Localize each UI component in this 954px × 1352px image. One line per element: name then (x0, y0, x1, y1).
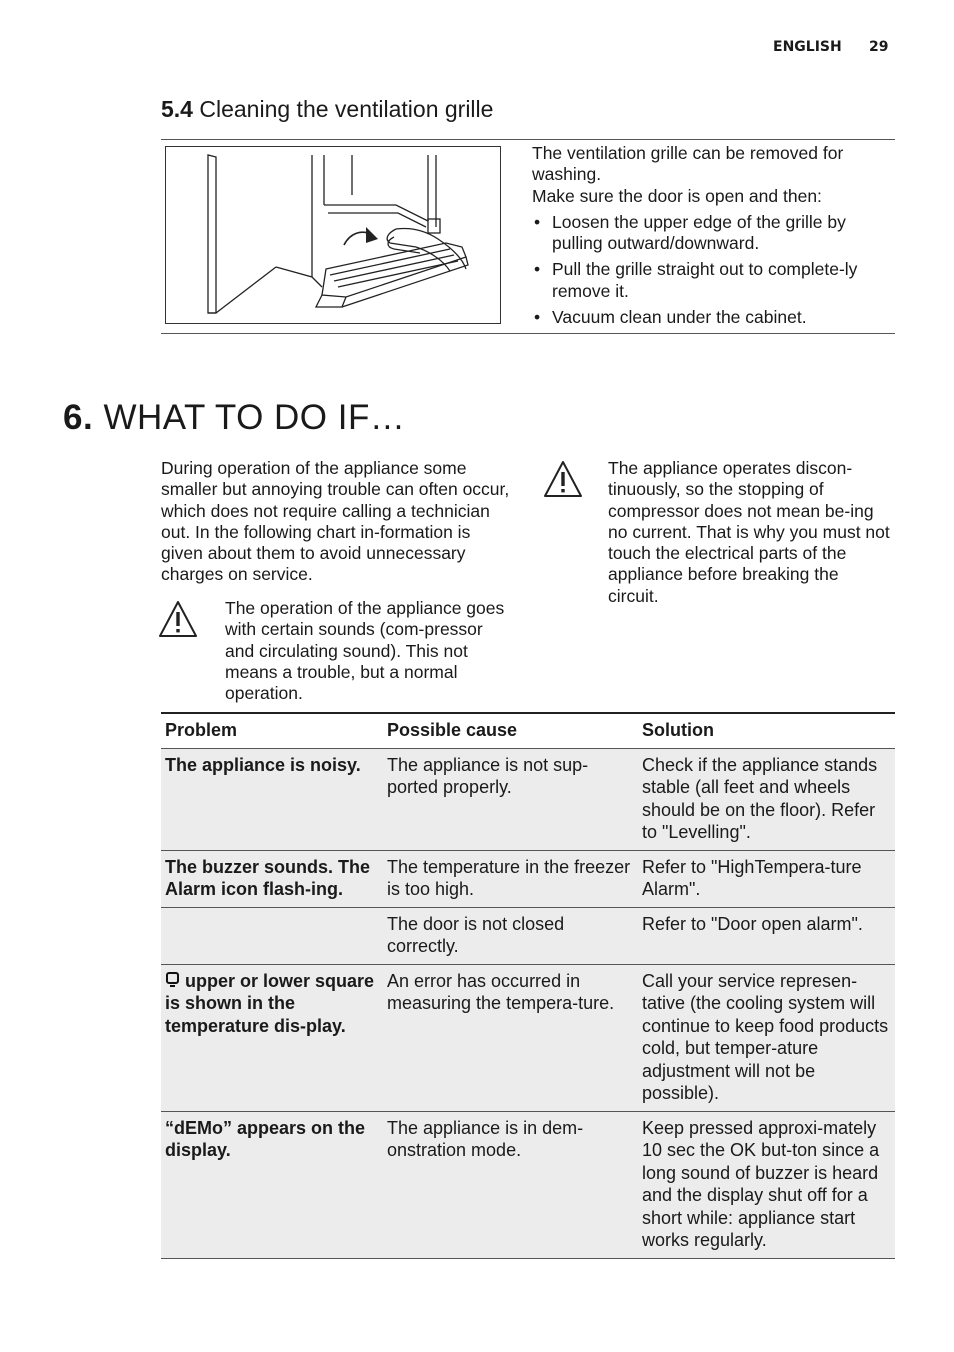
cause-cell: The appliance is not sup-ported properly. (383, 748, 638, 850)
problem-cell (161, 964, 383, 1111)
solution-cell: Refer to "Door open alarm". (638, 907, 895, 964)
table-row (161, 907, 895, 964)
chapter-intro: During operation of the appliance some smaller but annoying trouble can often occur, which does not require calling a technician out. In the following chart in-formation is given about them to avoid unnecessary charges on service. (161, 458, 510, 585)
section-number: 5.4 (161, 96, 193, 122)
header-cause: Possible cause (383, 713, 638, 748)
cause-cell: The door is not closed correctly. (383, 907, 638, 964)
warning-text-sounds: The operation of the appliance goes with certain sounds (com-pressor and circulating sound). This not means a trouble, but a normal operation. (225, 598, 505, 704)
table-row (161, 748, 895, 850)
instruction-intro-1: The ventilation grille can be removed for washing. (532, 143, 844, 185)
section-5-4-title (161, 96, 493, 123)
section-top-rule (161, 139, 895, 140)
table-header-row (161, 713, 895, 748)
solution-cell: Keep pressed approxi-mately 10 sec the OK but-ton since a long sound of buzzer is heard and the display shut off for a short while: appliance start works regularly. (638, 1111, 895, 1258)
section-bottom-rule (161, 333, 895, 334)
bullet-item: • Loosen the upper edge of the grille by pulling outward/downward. (532, 212, 892, 255)
solution-cell: Call your service represen-tative (the cooling system will continue to keep food products cold, but temper-ature adjustment will not be possible). (638, 964, 895, 1111)
table-row (161, 964, 895, 1111)
problem-cell (161, 907, 383, 964)
grille-illustration (165, 146, 501, 324)
grille-removal-drawing (166, 147, 500, 323)
table-row (161, 1111, 895, 1258)
problem-text: upper or lower square is shown in the temperature dis-play. (165, 970, 375, 1036)
solution-cell: Refer to "HighTempera-ture Alarm". (638, 850, 895, 907)
warning-triangle-icon (158, 600, 198, 638)
header-problem: Problem (161, 713, 383, 748)
solution-cell: Check if the appliance stands stable (all feet and wheels should be on the floor). Refer to "Levelling". (638, 748, 895, 850)
table-row (161, 850, 895, 907)
bullet-item: • Pull the grille straight out to complete-ly remove it. (532, 259, 892, 302)
cause-cell: The temperature in the freezer is too high. (383, 850, 638, 907)
chapter-title (63, 398, 405, 438)
page-number: 29 (869, 39, 889, 55)
warning-triangle-icon (543, 460, 583, 498)
warning-text-compressor: The appliance operates discon-tinuously, so the stopping of compressor does not mean be-ing no current. That is why you must not touch the electrical parts of the appliance before breaking the circuit. (608, 458, 890, 606)
problem-cell: The appliance is noisy. (161, 748, 383, 850)
chapter-title-text: WHAT TO DO IF… (103, 398, 406, 437)
section-title-text: Cleaning the ventilation grille (199, 96, 494, 122)
problem-cell: “dEMo” appears on the display. (161, 1111, 383, 1258)
cause-cell: An error has occurred in measuring the tempera-ture. (383, 964, 638, 1111)
grille-instructions (532, 143, 892, 328)
header-language: ENGLISH (773, 39, 842, 55)
chapter-number: 6. (63, 398, 94, 437)
header-solution: Solution (638, 713, 895, 748)
display-square-icon (165, 972, 181, 988)
instruction-intro-2: Make sure the door is open and then: (532, 185, 822, 206)
troubleshooting-table (161, 712, 895, 1259)
bullet-item: • Vacuum clean under the cabinet. (532, 307, 892, 328)
problem-cell: The buzzer sounds. The Alarm icon flash-ing. (161, 850, 383, 907)
cause-cell: The appliance is in dem-onstration mode. (383, 1111, 638, 1258)
